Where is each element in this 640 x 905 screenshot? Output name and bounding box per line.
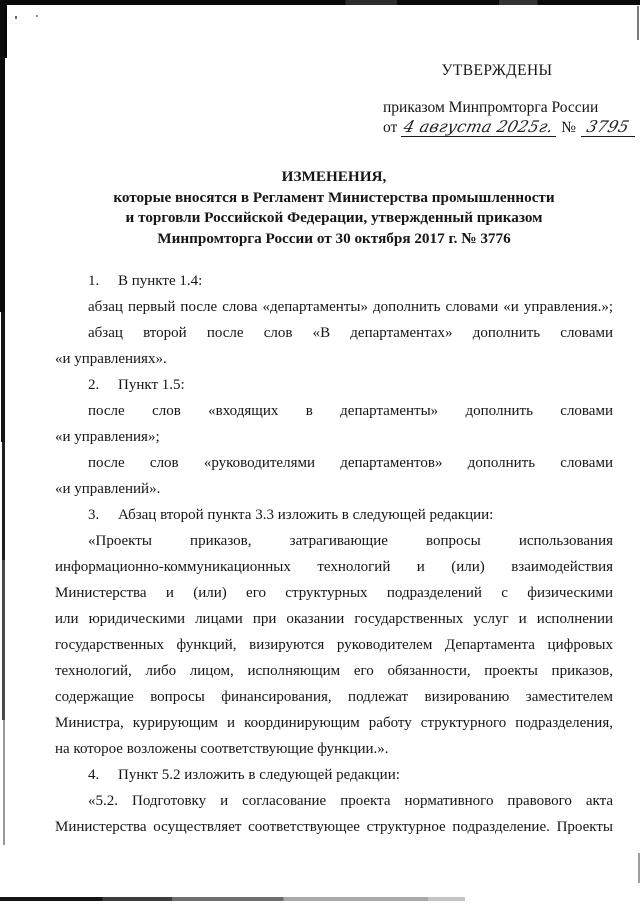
title-line-1: ИЗМЕНЕНИЯ, [281,168,387,185]
title-line-2: которые вносятся в Регламент Министерства промышленности [113,188,555,206]
scan-artifact-speck [36,15,38,17]
body-line: содержащие вопросы финансирования, подлежат визированию заместителем [55,689,613,705]
handwritten-date-underline [401,118,556,137]
body-line: или юридическими лицами при оказании государственных услуг и исполнении [55,611,613,627]
scan-artifact-speck [15,16,17,19]
scan-artifact-left-edge [0,0,5,312]
body-line: абзац второй после слов «В департаментах» дополнить словами [88,325,613,341]
body-line: 4. Пункт 5.2 изложить в следующей редакции: [88,767,400,783]
body-line: 2. Пункт 1.5: [88,377,185,393]
body-line: Министерства осуществляет соответствующее структурное подразделение. Проекты [55,819,613,835]
scan-artifact-left-edge [3,720,5,845]
scan-artifact-left-edge [2,560,5,720]
body-line: технологий, либо лицом, исполняющим его обязанности, проекты приказов, [55,663,613,679]
approval-block [383,62,632,137]
scan-artifact-left-edge [1,312,5,442]
body-line: «Проекты приказов, затрагивающие вопросы использования [88,533,613,549]
body-line: Министерства и (или) его структурных подразделений с физическими [55,585,613,601]
body-line: государственных функций, визируются руководителем Департамента цифровых [55,637,613,653]
approval-date-line [383,117,632,137]
body-line: после слов «руководителями департаментов» дополнить словами [88,455,613,471]
document-title [55,167,613,249]
body-line: Министра, курирующим и координирующим работу структурного подразделения, [55,715,613,731]
approval-by-line: приказом Минпромторга России [383,99,599,116]
scan-artifact-top-edge [0,0,640,5]
body-line: после слов «входящих в департаменты» дополнить словами [88,403,613,419]
approval-status: УТВЕРЖДЕНЫ [441,62,553,79]
body-line: «и управлениях». [55,351,167,367]
approval-date-prefix: от [383,119,398,136]
body-line: «и управления»; [55,429,160,445]
scan-artifact-right-edge [637,6,639,40]
document-body [55,268,613,840]
body-line: «и управлений». [55,481,161,497]
scan-artifact-bottom-edge [0,897,465,901]
body-line: 1. В пункте 1.4: [88,273,203,289]
body-line: информационно-коммуникационных технологий и (или) взаимодействия [55,559,613,575]
body-line: 3. Абзац второй пункта 3.3 изложить в следующей редакции: [88,507,494,523]
scan-artifact-left-edge [2,442,5,560]
title-line-3: и торговли Российской Федерации, утвержденный приказом [125,209,543,226]
body-line: на которое возложены соответствующие функции.». [55,741,389,757]
handwritten-number-underline [581,118,635,137]
handwritten-number: 3795 [584,117,632,136]
handwritten-date: 4 августа 2025г. [402,117,556,136]
title-line-4: Минпромторга России от 30 октября 2017 г. № 3776 [157,229,511,247]
number-sign: № [561,119,577,136]
body-line: «5.2. Подготовку и согласование проекта нормативного правового акта [88,793,613,809]
body-line: абзац первый после слова «департаменты» дополнить словами «и управления.»; [88,299,613,315]
